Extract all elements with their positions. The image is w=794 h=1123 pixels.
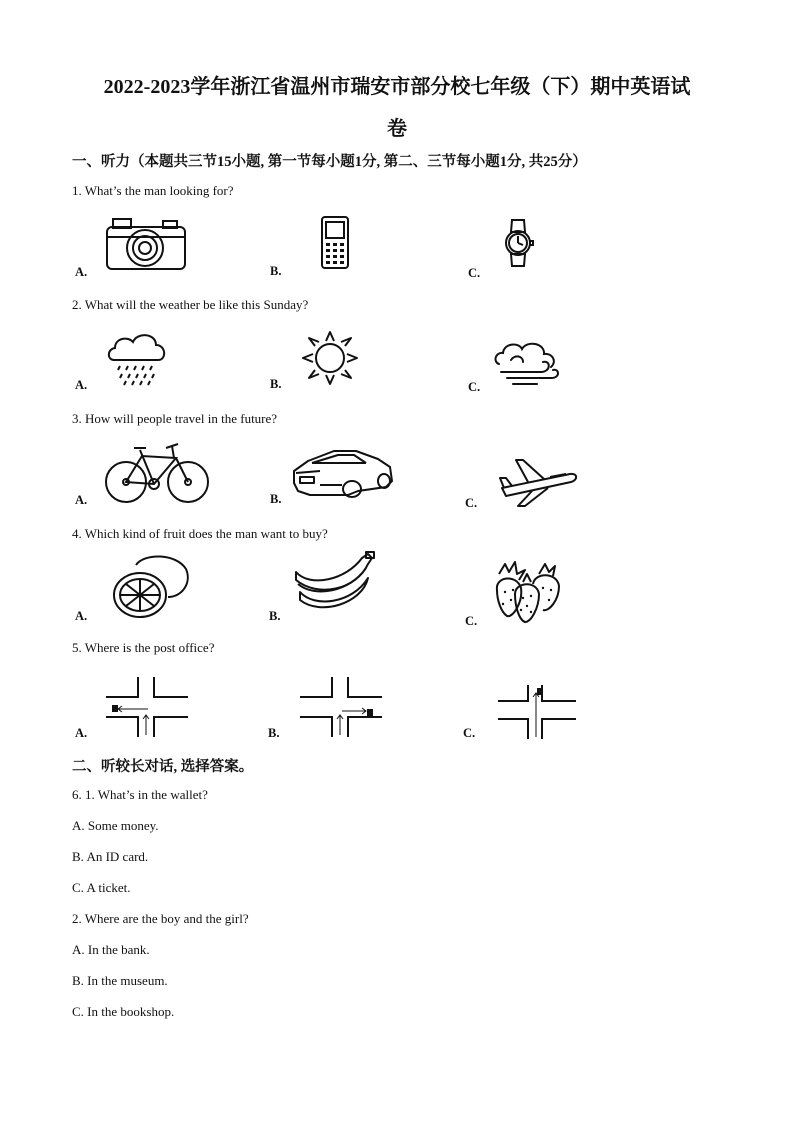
- crossroads-map-a-icon: [104, 675, 190, 739]
- q5-option-c-label: C.: [463, 726, 476, 740]
- q3-option-b-label: B.: [270, 492, 282, 506]
- question-2: 2. What will the weather be like this Sunday?: [72, 297, 309, 312]
- question-6-1: 6. 1. What’s in the wallet?: [72, 787, 208, 802]
- document-title-line2: 卷: [387, 118, 407, 140]
- q6-2-choice-c: C. In the bookshop.: [72, 1004, 175, 1019]
- q4-option-c-label: C.: [465, 614, 478, 628]
- q6-2-choice-a: A. In the bank.: [72, 942, 150, 957]
- q1-option-c-label: C.: [468, 266, 481, 280]
- lemon-icon: [110, 553, 190, 621]
- crossroads-map-c-icon: [496, 683, 578, 741]
- q6-1-choice-b: B. An ID card.: [72, 849, 149, 864]
- question-4: 4. Which kind of fruit does the man want to buy?: [72, 526, 328, 541]
- q4-option-b-label: B.: [269, 609, 281, 623]
- q3-option-a-label: A.: [75, 493, 88, 507]
- q2-option-a-label: A.: [75, 378, 88, 392]
- section-1-heading: 一、听力（本题共三节15小题, 第一节每小题1分, 第二、三节每小题1分, 共25分）: [72, 154, 587, 170]
- crossroads-map-b-icon: [298, 675, 384, 739]
- sun-icon: [300, 330, 360, 386]
- windy-cloud-icon: [493, 340, 563, 386]
- question-6-2: 2. Where are the boy and the girl?: [72, 911, 249, 926]
- rain-cloud-icon: [106, 330, 168, 386]
- q5-option-b-label: B.: [268, 726, 280, 740]
- q6-1-choice-a: A. Some money.: [72, 818, 159, 833]
- q5-option-a-label: A.: [75, 726, 88, 740]
- document-title-line1: 2022-2023学年浙江省温州市瑞安市部分校七年级（下）期中英语试: [103, 76, 691, 98]
- q4-option-a-label: A.: [75, 609, 88, 623]
- q2-option-b-label: B.: [270, 377, 282, 391]
- banana-icon: [290, 550, 376, 616]
- mobile-phone-icon: [320, 215, 350, 270]
- question-1: 1. What’s the man looking for?: [72, 183, 234, 198]
- q2-option-c-label: C.: [468, 380, 481, 394]
- q3-option-c-label: C.: [465, 496, 478, 510]
- car-icon: [290, 445, 394, 501]
- wristwatch-icon: [503, 218, 533, 268]
- q1-option-a-label: A.: [75, 265, 88, 279]
- bicycle-icon: [104, 442, 208, 504]
- question-5: 5. Where is the post office?: [72, 640, 215, 655]
- q6-2-choice-b: B. In the museum.: [72, 973, 168, 988]
- q1-option-b-label: B.: [270, 264, 282, 278]
- airplane-icon: [498, 458, 578, 508]
- q6-1-choice-c: C. A ticket.: [72, 880, 131, 895]
- camera-icon: [105, 215, 187, 271]
- question-3: 3. How will people travel in the future?: [72, 411, 278, 426]
- section-2-heading: 二、听较长对话, 选择答案。: [72, 759, 254, 775]
- strawberry-icon: [493, 560, 565, 624]
